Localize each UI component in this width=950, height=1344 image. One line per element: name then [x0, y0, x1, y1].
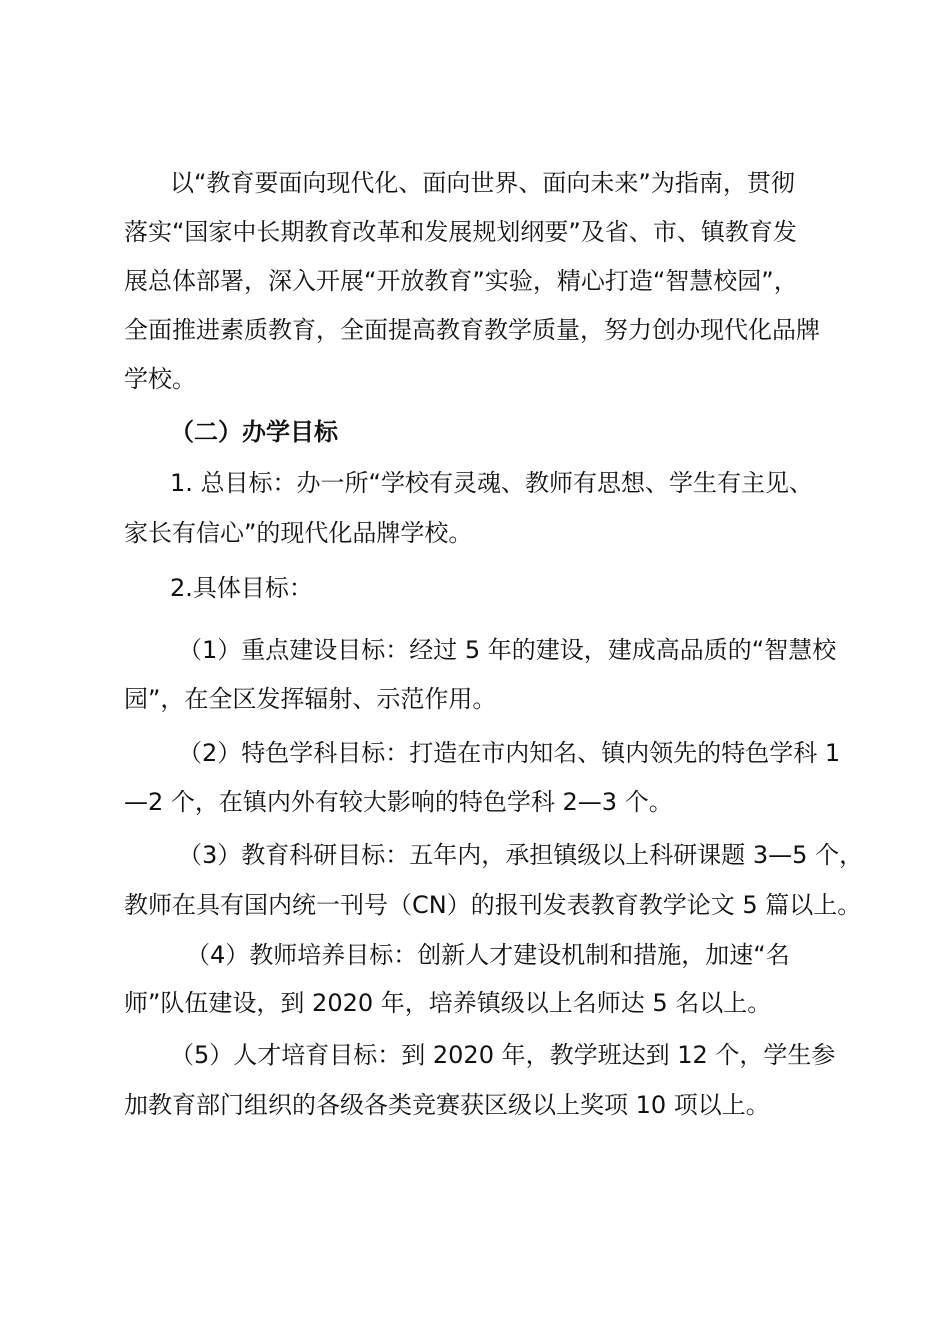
overall-goal-line-1: 1. 总目标：办一所“学校有灵魂、教师有思想、学生有主见、	[170, 469, 813, 497]
intro-line-5: 学校。	[124, 365, 196, 393]
goal-2-line-2: —2 个，在镇内外有较大影响的特色学科 2—3 个。	[124, 788, 673, 816]
goal-5-line-2: 加教育部门组织的各级各类竞赛获区级以上奖项 10 项以上。	[124, 1091, 770, 1119]
intro-line-3: 展总体部署，深入开展“开放教育”实验，精心打造“智慧校园”，	[124, 267, 798, 295]
intro-line-2: 落实“国家中长期教育改革和发展规划纲要”及省、市、镇教育发	[124, 218, 797, 246]
goal-2-line-1: （2）特色学科目标：打造在市内知名、镇内领先的特色学科 1	[178, 739, 841, 767]
goal-1-line-2: 园”，在全区发挥辐射、示范作用。	[124, 685, 497, 713]
goal-3-line-2: 教师在具有国内统一刊号（CN）的报刊发表教育教学论文 5 篇以上。	[124, 891, 862, 919]
goal-3-line-1: （3）教育科研目标：五年内，承担镇级以上科研课题 3—5 个，	[178, 841, 864, 869]
specific-goals-title: 2.具体目标：	[170, 574, 313, 602]
goal-1-line-1: （1）重点建设目标：经过 5 年的建设，建成高品质的“智慧校	[178, 636, 837, 664]
goal-4-line-2: 师”队伍建设，到 2020 年，培养镇级以上名师达 5 名以上。	[124, 989, 772, 1017]
section-heading: （二）办学目标	[170, 418, 338, 446]
goal-5-line-1: （5）人才培育目标：到 2020 年，教学班达到 12 个，学生参	[170, 1041, 836, 1069]
intro-line-4: 全面推进素质教育，全面提高教育教学质量，努力创办现代化品牌	[124, 316, 820, 344]
goal-4-line-1: （4）教师培养目标：创新人才建设机制和措施，加速“名	[186, 941, 790, 969]
overall-goal-line-2: 家长有信心”的现代化品牌学校。	[124, 519, 473, 547]
intro-line-1: 以“教育要面向现代化、面向世界、面向未来”为指南，贯彻	[170, 169, 795, 197]
